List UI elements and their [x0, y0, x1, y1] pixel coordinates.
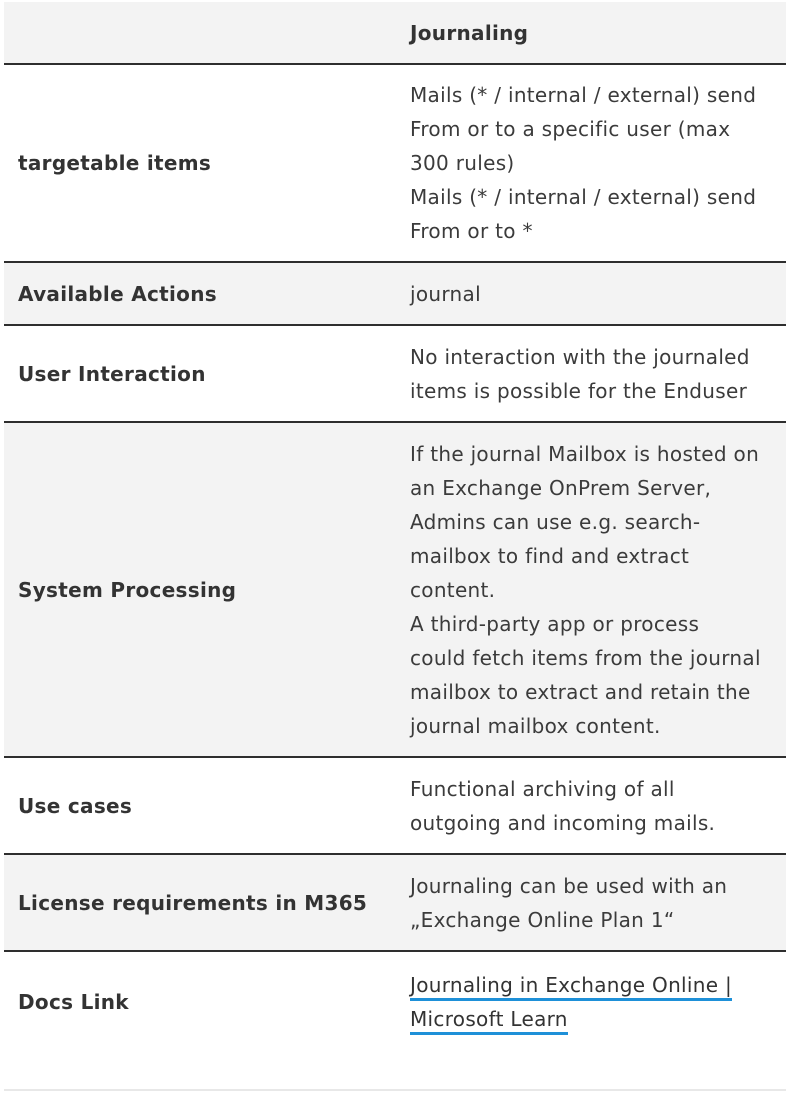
row-label: System Processing [4, 422, 396, 757]
value-line: No interaction with the journaled [410, 344, 750, 369]
value-line: outgoing and incoming mails. [410, 810, 716, 835]
value-line: journal [410, 281, 481, 306]
value-line: „Exchange Online Plan 1“ [410, 907, 675, 932]
value-line: mailbox to extract and retain the [410, 679, 751, 704]
row-value [396, 951, 786, 1052]
value-line: journal mailbox content. [410, 713, 661, 738]
row-value [396, 854, 786, 951]
table-row [4, 64, 786, 262]
row-value [396, 757, 786, 854]
table-row [4, 422, 786, 757]
value-line: content. [410, 577, 496, 602]
value-line: If the journal Mailbox is hosted on [410, 441, 760, 466]
table-header-row [4, 2, 786, 64]
value-line: From or to * [410, 219, 533, 243]
row-value [396, 262, 786, 325]
row-value [396, 64, 786, 262]
header-empty-cell [4, 2, 396, 64]
docs-link-line [410, 1002, 778, 1036]
value-line: Mails (* / internal / external) send [410, 83, 757, 107]
value-line: From or to a specific user (max [410, 117, 731, 141]
value-line: Functional archiving of all [410, 776, 675, 801]
value-line: Mails (* / internal / external) send [410, 185, 757, 209]
value-line: Journaling can be used with an [410, 873, 728, 898]
row-value [396, 325, 786, 422]
header-journaling: Journaling [396, 2, 786, 64]
value-line: 300 rules) [410, 151, 515, 175]
docs-link[interactable]: Microsoft Learn [410, 1007, 568, 1035]
value-line: Admins can use e.g. search- [410, 509, 701, 534]
row-label: Use cases [4, 757, 396, 854]
row-label: Docs Link [4, 951, 396, 1052]
row-label: License requirements in M365 [4, 854, 396, 951]
table-row [4, 262, 786, 325]
table-row [4, 951, 786, 1052]
row-label: User Interaction [4, 325, 396, 422]
row-label: Available Actions [4, 262, 396, 325]
bottom-divider [4, 1089, 786, 1091]
docs-link[interactable]: Journaling in Exchange Online | [410, 973, 732, 1001]
docs-link-line [410, 968, 778, 1002]
value-line: an Exchange OnPrem Server, [410, 475, 712, 500]
row-label: targetable items [4, 64, 396, 262]
row-value [396, 422, 786, 757]
comparison-table [4, 2, 786, 1052]
table-row [4, 757, 786, 854]
value-line: A third-party app or process [410, 611, 700, 636]
value-line: could fetch items from the journal [410, 645, 761, 670]
table-row [4, 854, 786, 951]
value-line: mailbox to find and extract [410, 543, 690, 568]
table-row [4, 325, 786, 422]
value-line: items is possible for the Enduser [410, 378, 748, 403]
